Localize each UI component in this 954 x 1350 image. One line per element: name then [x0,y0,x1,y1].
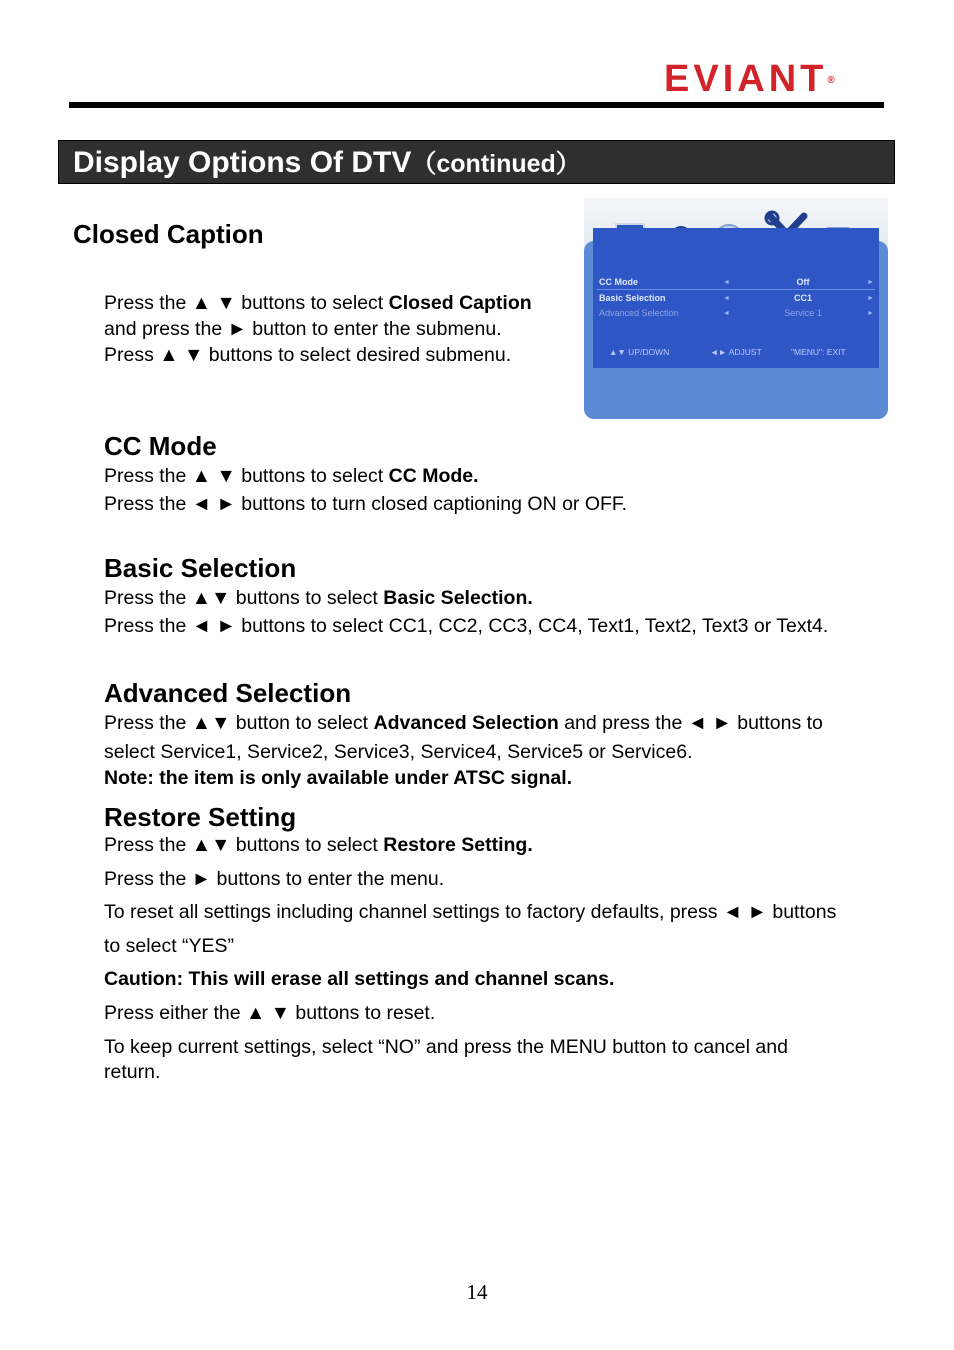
bold-run: Basic Selection. [383,587,533,609]
banner-title: Display Options Of DTV [73,146,412,179]
osd-divider [597,289,875,290]
header-rule [69,102,884,108]
left-arrow-icon: ◄ [723,310,730,317]
advanced-selection-line2: select Service1, Service2, Service3, Service4, Service5 or Service6. [104,741,693,763]
text-run: and press the ◄ ► buttons to [558,712,823,734]
closed-caption-osd-screenshot [584,198,888,419]
section-banner [58,140,895,184]
banner-title-line [73,144,581,183]
restore-setting-line6: To keep current settings, select “NO” and press the MENU button to cancel and [104,1036,788,1058]
cc-mode-heading: CC Mode [104,431,217,461]
osd-row-label: Basic Selection [599,293,666,303]
right-arrow-icon: ► [867,295,874,302]
text-run: Press the ▲ ▼ buttons to select [104,292,389,314]
left-arrow-icon: ◄ [723,295,730,302]
bold-run: CC Mode. [388,465,479,487]
basic-selection-line1 [104,585,533,611]
basic-selection-line2: Press the ◄ ► buttons to select CC1, CC2, CC3, CC4, Text1, Text2, Text3 or Text4. [104,615,829,637]
osd-row-basic-selection [593,291,879,306]
text-run: Press the ▲▼ button to select [104,712,374,734]
restore-setting-line3: To reset all settings including channel settings to factory defaults, press ◄ ► buttons [104,901,837,923]
text-run: Press the ▲▼ buttons to select [104,834,384,856]
bold-run: Restore Setting. [383,834,533,856]
advanced-selection-heading: Advanced Selection [104,678,352,708]
banner-subtitle: （continued） [411,150,581,178]
closed-caption-line2: and press the ► button to enter the submenu. [104,318,502,340]
right-arrow-icon: ► [867,279,874,286]
osd-menu-area [593,228,879,368]
osd-row-label: Advanced Selection [599,308,679,318]
closed-caption-line3: Press ▲ ▼ buttons to select desired submenu. [104,344,512,366]
closed-caption-line1 [104,290,532,316]
page-number: 14 [466,1280,488,1304]
osd-footer-exit: "MENU": EXIT [791,347,846,357]
osd-row-value: CC1 [793,293,812,303]
osd-footer-adjust: ◄► ADJUST [710,347,762,357]
bold-run: Closed Caption [388,292,532,314]
advanced-selection-line1 [104,710,823,736]
registered-mark: ® [827,75,835,86]
restore-setting-line5: Press either the ▲ ▼ buttons to reset. [104,1002,436,1024]
eviant-logo [664,60,884,98]
osd-row-label: CC Mode [599,277,638,287]
restore-setting-line2: Press the ► buttons to enter the menu. [104,868,445,890]
restore-setting-caution: Caution: This will erase all settings and channel scans. [104,968,615,990]
bold-run: Advanced Selection [373,712,559,734]
cc-mode-line1 [104,463,479,489]
restore-setting-line7: return. [104,1061,161,1083]
osd-row-advanced-selection [593,306,879,321]
osd-row-value: Service 1 [784,308,822,318]
osd-row-cc-mode [593,275,879,290]
restore-setting-heading: Restore Setting [104,802,297,832]
text-run: Press the ▲ ▼ buttons to select [104,465,389,487]
restore-setting-line1 [104,832,533,858]
closed-caption-heading: Closed Caption [73,219,264,249]
advanced-selection-note: Note: the item is only available under ATSC signal. [104,767,573,789]
right-arrow-icon: ► [867,310,874,317]
osd-row-value: Off [796,277,810,287]
osd-footer-updown: ▲▼ UP/DOWN [609,347,670,357]
basic-selection-heading: Basic Selection [104,553,297,583]
restore-setting-line4: to select “YES” [104,935,235,957]
logo-text: EVIANT [664,58,828,100]
left-arrow-icon: ◄ [723,279,730,286]
cc-mode-line2: Press the ◄ ► buttons to turn closed captioning ON or OFF. [104,493,628,515]
text-run: Press the ▲▼ buttons to select [104,587,384,609]
